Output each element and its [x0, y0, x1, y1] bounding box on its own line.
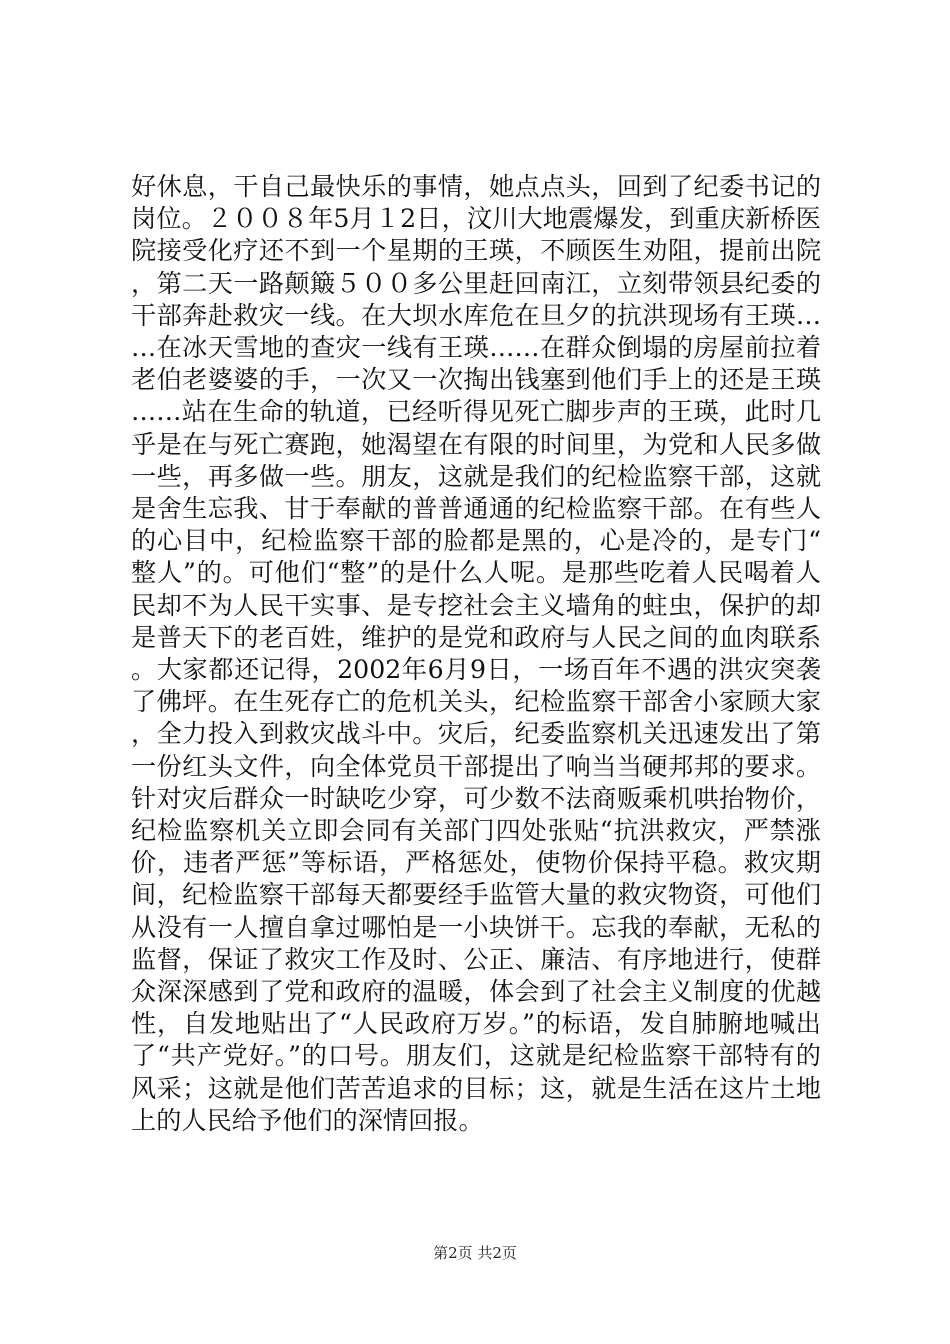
- body-paragraph: 好休息，干自己最快乐的事情，她点点头，回到了纪委书记的岗位。２００８年5月１2日，汶川大地震爆发，到重庆新桥医院接受化疗还不到一个星期的王瑛，不顾医生劝阻，提前出院，第二天一路颠簸５００多公里赶回南江，立刻带领县纪委的干部奔赴救灾一线。在大坝水库危在旦夕的抗洪现场有王瑛……在冰天雪地的查灾一线有王瑛……在群众倒塌的房屋前拉着老伯老婆婆的手，一次又一次掏出钱塞到他们手上的还是王瑛……站在生命的轨道，已经听得见死亡脚步声的王瑛，此时几乎是在与死亡赛跑，她渴望在有限的时间里，为党和人民多做一些，再多做一些。朋友，这就是我们的纪检监察干部，这就是舍生忘我、甘于奉献的普普通通的纪检监察干部。在有些人的心目中，纪检监察干部的脸都是黑的，心是冷的，是专门“整人”的。可他们“整”的是什么人呢。是那些吃着人民喝着人民却不为人民干实事、是专挖社会主义墙角的蛀虫，保护的却是普天下的老百姓，维护的是党和政府与人民之间的血肉联系。大家都还记得，2002年6月9日，一场百年不遇的洪灾突袭了佛坪。在生死存亡的危机关头，纪检监察干部舍小家顾大家，全力投入到救灾战斗中。灾后，纪委监察机关迅速发出了第一份红头文件，向全体党员干部提出了响当当硬邦邦的要求。针对灾后群众一时缺吃少穿，可少数不法商贩乘机哄抬物价，纪检监察机关立即会同有关部门四处张贴“抗洪救灾，严禁涨价，违者严惩”等标语，严格惩处，使物价保持平稳。救灾期间，纪检监察干部每天都要经手监管大量的救灾物资，可他们从没有一人擅自拿过哪怕是一小块饼干。忘我的奉献，无私的监督，保证了救灾工作及时、公正、廉洁、有序地进行，使群众深深感到了党和政府的温暖，体会到了社会主义制度的优越性，自发地贴出了“人民政府万岁。”的标语，发自肺腑地喊出了“共产党好。”的口号。朋友们，这就是纪检监察干部特有的风采；这就是他们苦苦追求的目标；这，就是生活在这片土地上的人民给予他们的深情回报。: [131, 172, 821, 1135]
- page-number-footer: 第2页 共2页: [433, 1244, 517, 1262]
